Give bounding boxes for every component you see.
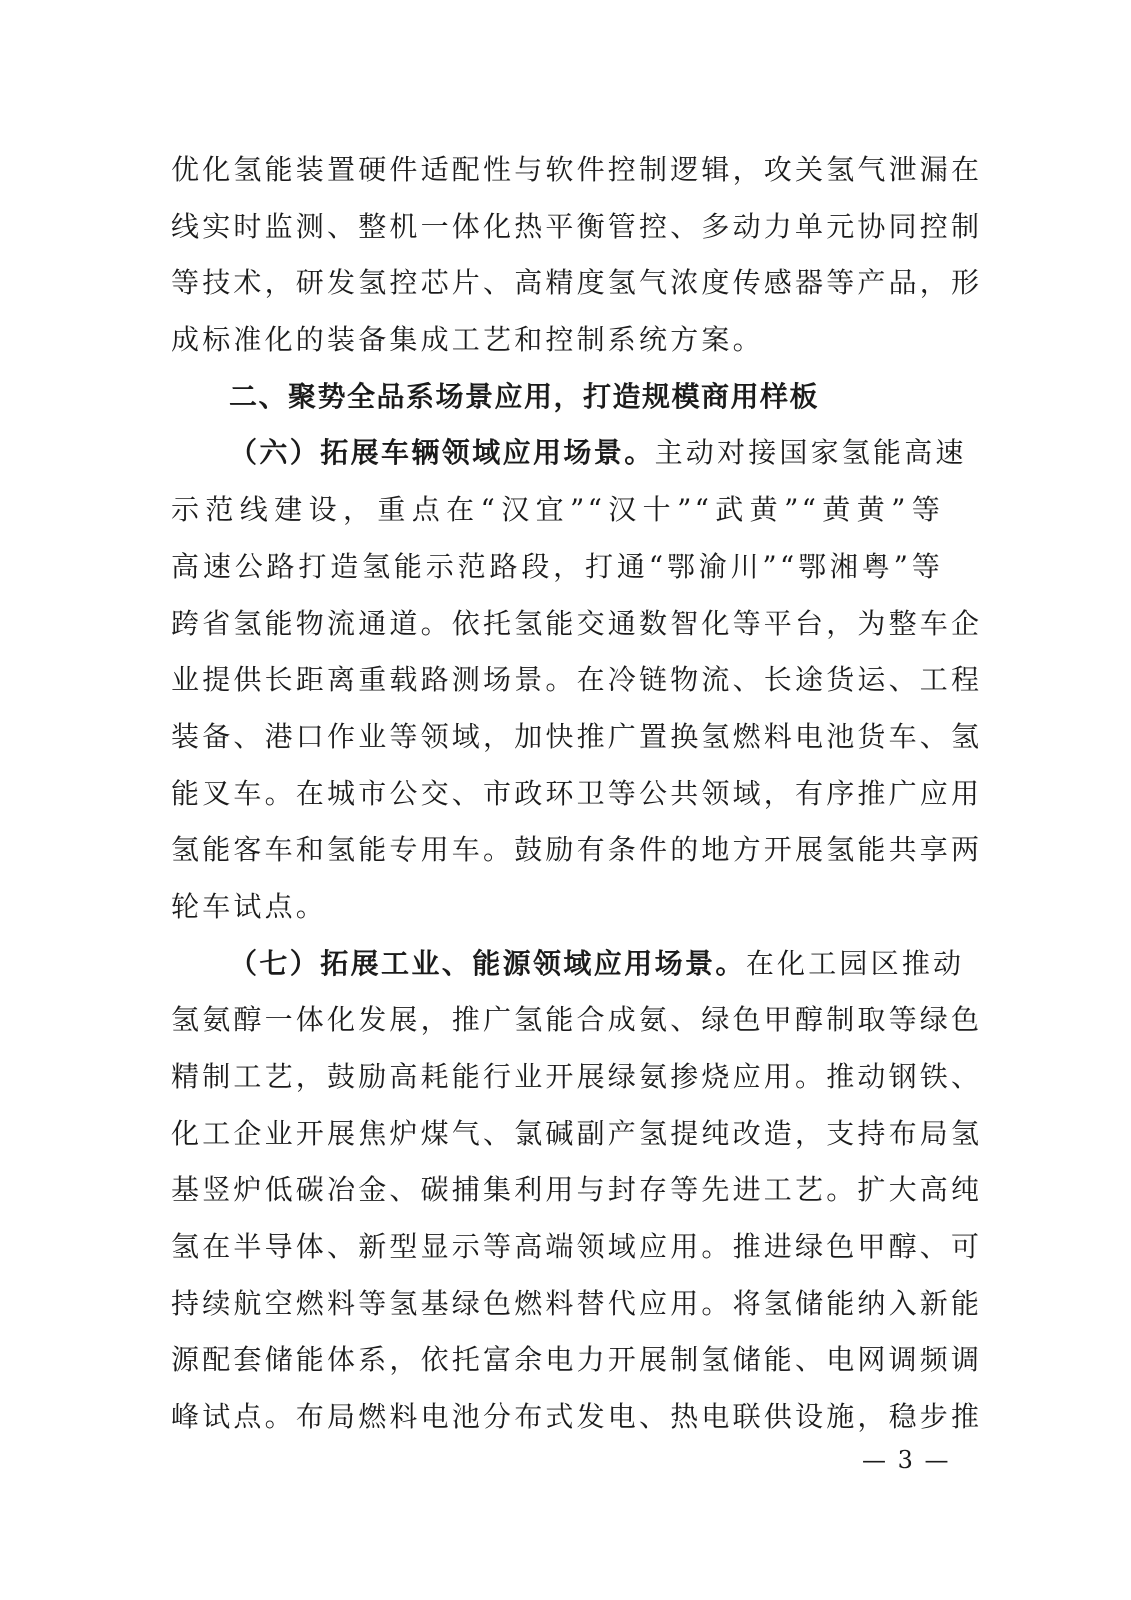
body-text (171, 142, 983, 1446)
paragraph-line: 基竖炉低碳冶金、碳捕集利用与封存等先进工艺。扩大高纯 (171, 1173, 983, 1207)
section-heading: 二、聚势全品系场景应用，打造规模商用样板 (229, 379, 820, 413)
item-6-title: （六）拓展车辆领域应用场景。 (229, 436, 655, 470)
paragraph-line: 跨省氢能物流通道。依托氢能交通数智化等平台，为整车企 (171, 606, 983, 640)
item-6-first-line (171, 425, 967, 482)
paragraph-line: 装备、港口作业等领域，加快推广置换氢燃料电池货车、氢 (171, 719, 983, 753)
item-7-first-line-text: 在化工园区推动 (745, 946, 965, 980)
paragraph-line: 氢在半导体、新型显示等高端领域应用。推进绿色甲醇、可 (171, 1230, 983, 1264)
paragraph-line: 化工企业开展焦炉煤气、氯碱副产氢提纯改造，支持布局氢 (171, 1116, 983, 1150)
paragraph-line: 线实时监测、整机一体化热平衡管控、多动力单元协同控制 (171, 209, 983, 243)
paragraph-line: 轮车试点。 (171, 889, 328, 923)
paragraph-line: 源配套储能体系，依托富余电力开展制氢储能、电网调频调 (171, 1343, 983, 1377)
page-number: — 3 — (862, 1446, 951, 1474)
paragraph-line: 优化氢能装置硬件适配性与软件控制逻辑，攻关氢气泄漏在 (171, 153, 983, 186)
paragraph-line: 氢能客车和氢能专用车。鼓励有条件的地方开展氢能共享两 (171, 833, 983, 867)
paragraph-line: 成标准化的装备集成工艺和控制系统方案。 (171, 323, 764, 357)
paragraph-line: 精制工艺，鼓励高耗能行业开展绿氨掺烧应用。推动钢铁、 (171, 1060, 983, 1093)
paragraph-line: 峰试点。布局燃料电池分布式发电、热电联供设施，稳步推 (171, 1400, 983, 1434)
item-7-first-line (171, 936, 965, 993)
paragraph-line: 示范线建设，重点在“汉宜”“汉十”“武黄”“黄黄”等 (171, 493, 943, 527)
paragraph-line: 高速公路打造氢能示范路段，打通“鄂渝川”“鄂湘粤”等 (171, 549, 943, 583)
paragraph-line: 氢氨醇一体化发展，推广氢能合成氨、绿色甲醇制取等绿色 (171, 1003, 983, 1037)
paragraph-line: 业提供长距离重载路测场景。在冷链物流、长途货运、工程 (171, 663, 983, 697)
item-6-first-line-text: 主动对接国家氢能高速 (654, 436, 967, 470)
item-7-title: （七）拓展工业、能源领域应用场景。 (229, 946, 746, 980)
paragraph-line: 能叉车。在城市公交、市政环卫等公共领域，有序推广应用 (171, 776, 983, 810)
paragraph-line: 等技术，研发氢控芯片、高精度氢气浓度传感器等产品，形 (171, 266, 983, 300)
paragraph-line: 持续航空燃料等氢基绿色燃料替代应用。将氢储能纳入新能 (171, 1286, 983, 1320)
